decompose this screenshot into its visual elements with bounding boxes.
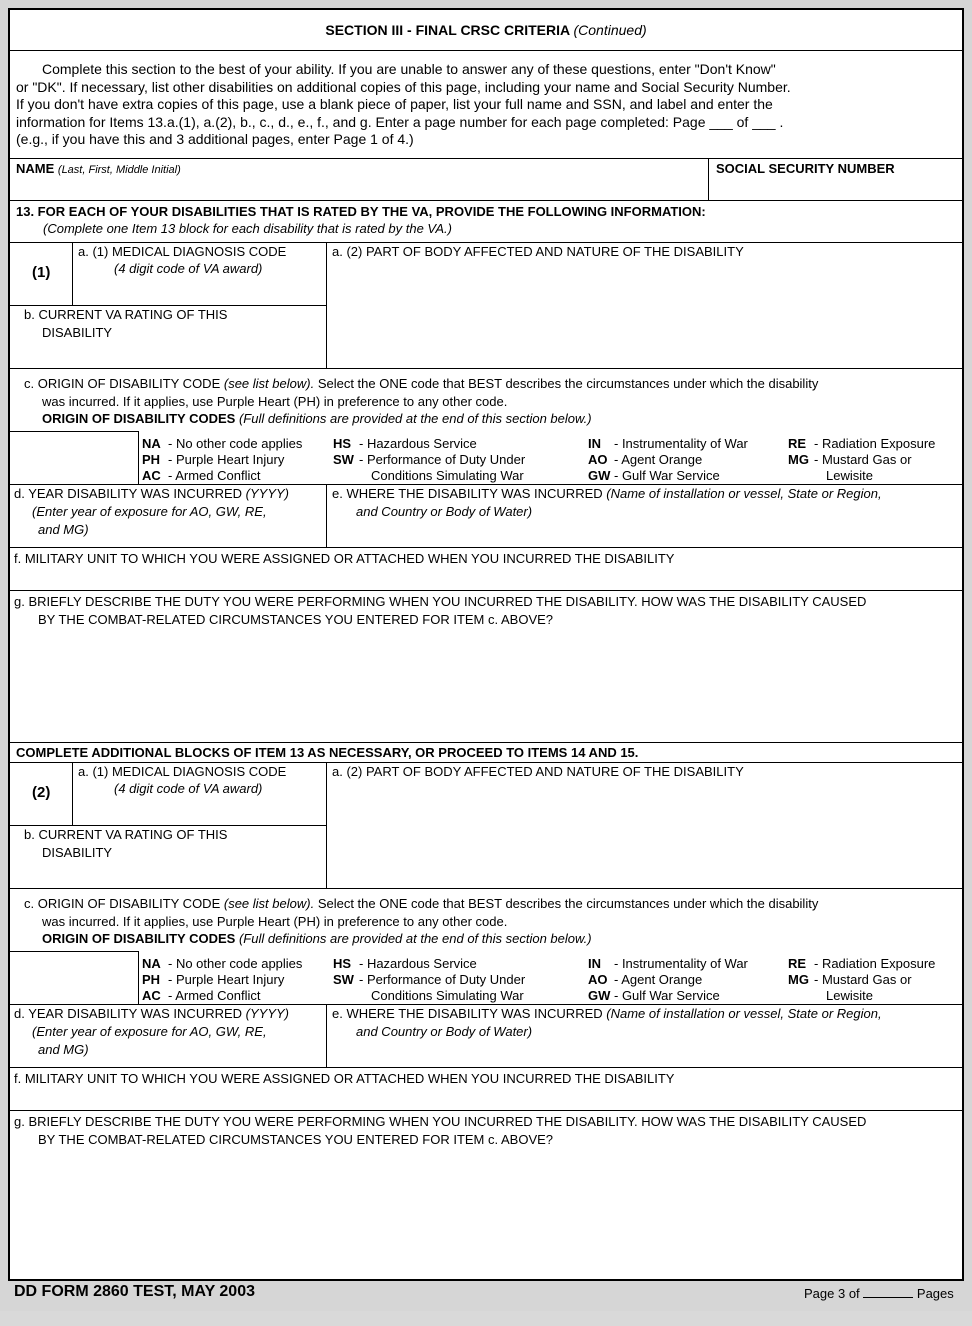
- origin-codes-column: [333, 436, 525, 484]
- origin-code-desc: Lewisite: [826, 988, 873, 1003]
- origin-code-desc: Conditions Simulating War: [371, 468, 524, 483]
- origin-code: PH: [142, 452, 161, 467]
- origin-code-desc: - Mustard Gas or: [814, 452, 912, 467]
- c-label-desc: Select the ONE code that BEST describes the circumstances under which the disability: [317, 896, 819, 911]
- origin-code-desc: - Radiation Exposure: [814, 956, 936, 971]
- origin-code: MG: [788, 972, 809, 987]
- origin-code-item: [142, 452, 302, 468]
- c-label-text: c. ORIGIN OF DISABILITY CODE: [24, 896, 221, 911]
- g-label-2: BY THE COMBAT-RELATED CIRCUMSTANCES YOU ENTERED FOR ITEM c. ABOVE?: [38, 1132, 554, 1147]
- c-label-text: c. ORIGIN OF DISABILITY CODE: [24, 376, 221, 391]
- b-label: b. CURRENT VA RATING OF THIS: [24, 827, 228, 842]
- va-rating-field[interactable]: [14, 342, 322, 366]
- origin-code: RE: [788, 436, 807, 451]
- origin-code-item: [142, 468, 302, 484]
- origin-code-desc: - No other code applies: [168, 436, 303, 451]
- origin-code-item: [588, 468, 748, 484]
- section-title-continued: (Continued): [573, 22, 647, 38]
- origin-code-item: [142, 436, 302, 452]
- a1-hint: (4 digit code of VA award): [114, 261, 263, 276]
- item13-block-2: [10, 762, 962, 1262]
- form-sheet: [8, 8, 964, 1281]
- origin-code-desc: - Purple Heart Injury: [168, 452, 285, 467]
- body-part-field[interactable]: [330, 262, 958, 366]
- origin-code-desc: - Gulf War Service: [614, 468, 720, 483]
- c-label-desc: Select the ONE code that BEST describes the circumstances under which the disability: [317, 376, 819, 391]
- g-label: g. BRIEFLY DESCRIBE THE DUTY YOU WERE PERFORMING WHEN YOU INCURRED THE DISABILITY. HOW WAS THE DISABILITY CAUSED: [14, 594, 867, 609]
- form-id: DD FORM 2860 TEST, MAY 2003: [14, 1283, 255, 1300]
- origin-code-desc: - Performance of Duty Under: [359, 972, 526, 987]
- d-hint-3: and MG): [38, 1042, 89, 1057]
- origin-code-desc: Lewisite: [826, 468, 873, 483]
- origin-code-item: [142, 972, 302, 988]
- origin-code-item: [333, 956, 525, 972]
- name-label: NAME: [16, 161, 55, 176]
- origin-codes-column: [333, 956, 525, 1004]
- location-field[interactable]: [330, 1042, 958, 1066]
- c-label-2: was incurred. If it applies, use Purple Heart (PH) in preference to any other code.: [42, 914, 508, 929]
- origin-code: HS: [333, 436, 352, 451]
- e-label-text: e. WHERE THE DISABILITY WAS INCURRED: [332, 486, 603, 501]
- instructions-line: If you don't have extra copies of this page, use a blank piece of paper, list your full name and SSN, and label and enter the: [16, 96, 773, 112]
- origin-code-item: [788, 956, 935, 972]
- origin-code: AC: [142, 988, 161, 1003]
- instructions-line: or "DK". If necessary, list other disabilities on additional copies of this page, including your name and Social Security Number.: [16, 78, 791, 95]
- a1-label: a. (1) MEDICAL DIAGNOSIS CODE: [78, 244, 287, 259]
- origin-code-item: [588, 436, 748, 452]
- origin-code-item: [142, 988, 302, 1004]
- section-title: [10, 22, 962, 39]
- diagnosis-code-field[interactable]: [74, 798, 324, 824]
- instructions-line: information for Items 13.a.(1), a.(2), b., c., d., e., f., and g. Enter a page number for each page completed: Page ___ of ___ .: [16, 113, 784, 130]
- origin-code-item: [333, 468, 525, 484]
- name-hint: (Last, First, Middle Initial): [57, 164, 181, 176]
- codes-title-text: ORIGIN OF DISABILITY CODES: [42, 411, 236, 426]
- codes-title: [42, 930, 592, 947]
- origin-code-item: [333, 452, 525, 468]
- a2-label: a. (2) PART OF BODY AFFECTED AND NATURE OF THE DISABILITY: [332, 764, 744, 779]
- origin-code: HS: [333, 956, 352, 971]
- instructions-line: Complete this section to the best of your ability. If you are unable to answer any of these questions, enter "Don't Know": [42, 61, 776, 77]
- origin-code-desc: - Armed Conflict: [168, 468, 261, 483]
- page-number: [804, 1285, 954, 1302]
- origin-code-desc: - Mustard Gas or: [814, 972, 912, 987]
- origin-code-desc: - Hazardous Service: [359, 956, 477, 971]
- g-label-2: BY THE COMBAT-RELATED CIRCUMSTANCES YOU ENTERED FOR ITEM c. ABOVE?: [38, 612, 554, 627]
- origin-code-field[interactable]: [12, 953, 136, 1002]
- e-hint-2: and Country or Body of Water): [356, 504, 533, 519]
- page-number-post: Pages: [916, 1286, 954, 1301]
- e-label-text: e. WHERE THE DISABILITY WAS INCURRED: [332, 1006, 603, 1021]
- item13-block-1: [10, 242, 962, 742]
- a1-hint: (4 digit code of VA award): [114, 781, 263, 796]
- origin-code-desc: - Performance of Duty Under: [359, 452, 526, 467]
- d-hint: (YYYY): [245, 1006, 290, 1021]
- g-label: g. BRIEFLY DESCRIBE THE DUTY YOU WERE PERFORMING WHEN YOU INCURRED THE DISABILITY. HOW WAS THE DISABILITY CAUSED: [14, 1114, 867, 1129]
- origin-code-item: [788, 972, 935, 988]
- origin-codes-column: [142, 956, 302, 1004]
- origin-code-item: [788, 468, 935, 484]
- origin-code-item: [788, 988, 935, 1004]
- block-number: (1): [32, 264, 51, 281]
- item13-title: 13. FOR EACH OF YOUR DISABILITIES THAT IS RATED BY THE VA, PROVIDE THE FOLLOWING INFORMATION:: [16, 204, 706, 219]
- ssn-label: SOCIAL SECURITY NUMBER: [716, 161, 895, 176]
- diagnosis-code-field[interactable]: [74, 278, 324, 304]
- origin-code-item: [333, 972, 525, 988]
- origin-code-item: [333, 988, 525, 1004]
- c-label: [24, 895, 818, 912]
- a1-label: a. (1) MEDICAL DIAGNOSIS CODE: [78, 764, 287, 779]
- location-field[interactable]: [330, 522, 958, 546]
- origin-code-item: [588, 956, 748, 972]
- origin-code-desc: - Instrumentality of War: [614, 436, 748, 451]
- page-number-pre: Page 3 of: [804, 1286, 860, 1301]
- item13-additional: COMPLETE ADDITIONAL BLOCKS OF ITEM 13 AS NECESSARY, OR PROCEED TO ITEMS 14 AND 15.: [16, 745, 639, 760]
- origin-code: AC: [142, 468, 161, 483]
- e-hint-2: and Country or Body of Water): [356, 1024, 533, 1039]
- b-label: b. CURRENT VA RATING OF THIS: [24, 307, 228, 322]
- origin-code: IN: [588, 436, 601, 451]
- origin-code-desc: - Purple Heart Injury: [168, 972, 285, 987]
- origin-codes-column: [788, 436, 935, 484]
- origin-code-desc: - Gulf War Service: [614, 988, 720, 1003]
- origin-code-desc: - Agent Orange: [614, 972, 703, 987]
- origin-code-desc: - Instrumentality of War: [614, 956, 748, 971]
- origin-code: RE: [788, 956, 807, 971]
- origin-code-item: [588, 452, 748, 468]
- origin-codes-column: [588, 956, 748, 1004]
- codes-hint: (Full definitions are provided at the end of this section below.): [238, 411, 592, 426]
- e-label: [332, 1005, 882, 1022]
- e-hint: (Name of installation or vessel, State or Region,: [606, 486, 882, 501]
- d-hint-2: (Enter year of exposure for AO, GW, RE,: [32, 504, 267, 519]
- origin-code-item: [588, 972, 748, 988]
- origin-code-item: [788, 452, 935, 468]
- military-unit-field[interactable]: [14, 1088, 958, 1108]
- origin-code-desc: Conditions Simulating War: [371, 988, 524, 1003]
- origin-code: SW: [333, 452, 354, 467]
- origin-code: MG: [788, 452, 809, 467]
- origin-codes-column: [142, 436, 302, 484]
- origin-code-item: [142, 956, 302, 972]
- va-rating-field[interactable]: [14, 862, 322, 886]
- d-hint-3: and MG): [38, 522, 89, 537]
- body-part-field[interactable]: [330, 782, 958, 886]
- b-label-2: DISABILITY: [42, 325, 113, 340]
- c-label-hint: (see list below).: [223, 376, 315, 391]
- origin-code: GW: [588, 988, 611, 1003]
- instructions-line: (e.g., if you have this and 3 additional pages, enter Page 1 of 4.): [16, 131, 414, 147]
- name-field[interactable]: [16, 160, 181, 179]
- d-label: [14, 485, 289, 502]
- ssn-field[interactable]: [716, 160, 895, 177]
- block-number: (2): [32, 784, 51, 801]
- d-hint-2: (Enter year of exposure for AO, GW, RE,: [32, 1024, 267, 1039]
- origin-codes-column: [588, 436, 748, 484]
- c-label: [24, 375, 818, 392]
- origin-code: SW: [333, 972, 354, 987]
- codes-hint: (Full definitions are provided at the end of this section below.): [238, 931, 592, 946]
- origin-code-desc: - Hazardous Service: [359, 436, 477, 451]
- origin-code: GW: [588, 468, 611, 483]
- origin-code-item: [333, 436, 525, 452]
- origin-code: AO: [588, 972, 608, 987]
- origin-code: NA: [142, 956, 161, 971]
- instructions: [16, 61, 960, 149]
- origin-code-desc: - Radiation Exposure: [814, 436, 936, 451]
- form-footer: [8, 1281, 964, 1305]
- d-label-text: d. YEAR DISABILITY WAS INCURRED: [14, 1006, 243, 1021]
- military-unit-field[interactable]: [14, 568, 958, 588]
- f-label: f. MILITARY UNIT TO WHICH YOU WERE ASSIGNED OR ATTACHED WHEN YOU INCURRED THE DISABILITY: [14, 551, 675, 566]
- c-label-2: was incurred. If it applies, use Purple Heart (PH) in preference to any other code.: [42, 394, 508, 409]
- c-label-hint: (see list below).: [223, 896, 315, 911]
- codes-title: [42, 410, 592, 427]
- origin-code: NA: [142, 436, 161, 451]
- origin-code-field[interactable]: [12, 433, 136, 482]
- section-title-text: SECTION III - FINAL CRSC CRITERIA: [325, 22, 570, 38]
- item13-subtitle: (Complete one Item 13 block for each disability that is rated by the VA.): [43, 221, 452, 236]
- b-label-2: DISABILITY: [42, 845, 113, 860]
- origin-code: AO: [588, 452, 608, 467]
- d-label-text: d. YEAR DISABILITY WAS INCURRED: [14, 486, 243, 501]
- f-label: f. MILITARY UNIT TO WHICH YOU WERE ASSIGNED OR ATTACHED WHEN YOU INCURRED THE DISABILITY: [14, 1071, 675, 1086]
- e-label: [332, 485, 882, 502]
- origin-code-item: [788, 436, 935, 452]
- d-hint: (YYYY): [245, 486, 290, 501]
- e-hint: (Name of installation or vessel, State or Region,: [606, 1006, 882, 1021]
- duty-description-field[interactable]: [14, 630, 958, 740]
- origin-code-desc: - Armed Conflict: [168, 988, 261, 1003]
- a2-label: a. (2) PART OF BODY AFFECTED AND NATURE OF THE DISABILITY: [332, 244, 744, 259]
- origin-codes-column: [788, 956, 935, 1004]
- origin-code-desc: - Agent Orange: [614, 452, 703, 467]
- origin-code-desc: - No other code applies: [168, 956, 303, 971]
- origin-code: IN: [588, 956, 601, 971]
- codes-title-text: ORIGIN OF DISABILITY CODES: [42, 931, 236, 946]
- d-label: [14, 1005, 289, 1022]
- page-count-field[interactable]: [863, 1285, 913, 1298]
- origin-code: PH: [142, 972, 161, 987]
- origin-code-item: [588, 988, 748, 1004]
